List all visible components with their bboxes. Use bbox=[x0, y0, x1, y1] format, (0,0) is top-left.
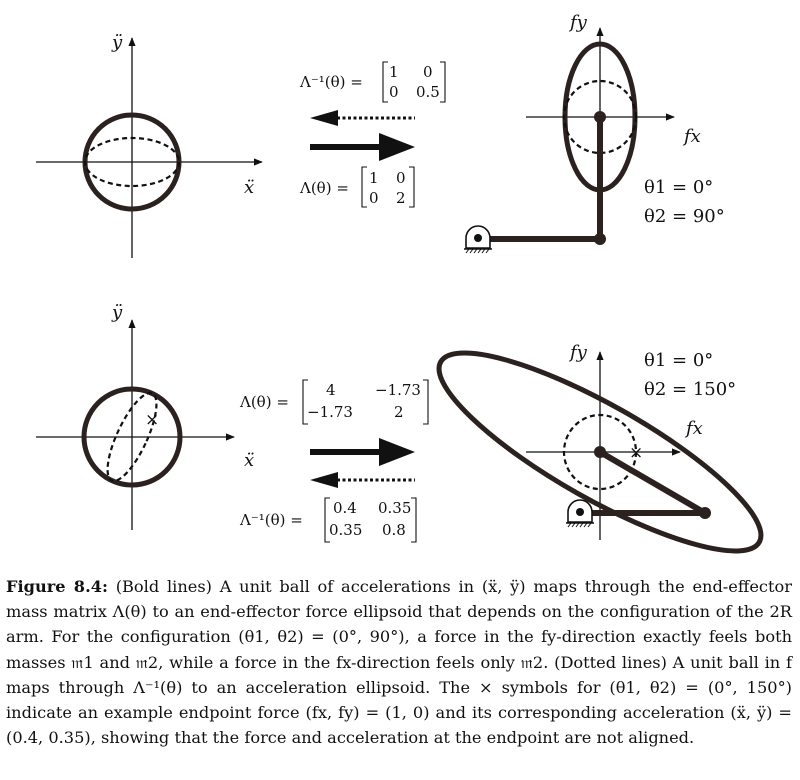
top-dotted-arrow-head bbox=[310, 110, 338, 126]
bottom-force-x-label: fx bbox=[686, 418, 703, 439]
bottom-lambda-m12: −1.73 bbox=[375, 381, 421, 399]
top-lambda-label: Λ(θ) = bbox=[300, 179, 349, 197]
top-force-x-label: fx bbox=[684, 126, 701, 147]
bottom-arm-link-2 bbox=[600, 452, 705, 513]
bottom-inv-lambda-m12: 0.35 bbox=[378, 499, 412, 517]
bottom-force-y-label: fy bbox=[570, 342, 587, 363]
top-arm-end-effector bbox=[594, 111, 606, 123]
bottom-force-cross: × bbox=[629, 443, 644, 463]
bottom-inv-lambda-label: Λ⁻¹(θ) = bbox=[240, 511, 303, 529]
top-theta1: θ1 = 0° bbox=[644, 177, 714, 198]
figure-caption bbox=[6, 574, 792, 750]
top-inv-lambda-m11: 1 bbox=[389, 63, 399, 81]
bottom-inv-lambda-m22: 0.8 bbox=[382, 521, 406, 539]
top-inv-lambda-left-bracket bbox=[383, 62, 388, 102]
bottom-lambda-right-bracket bbox=[423, 380, 428, 424]
bottom-inv-lambda-m21: 0.35 bbox=[329, 521, 363, 539]
bottom-theta2: θ2 = 150° bbox=[644, 379, 737, 400]
bottom-accel-y-label: ÿ bbox=[112, 302, 123, 323]
bottom-inv-lambda-right-bracket bbox=[411, 498, 416, 542]
bottom-accel-x-label: ẍ bbox=[244, 450, 255, 471]
bottom-lambda-m22: 2 bbox=[394, 403, 404, 421]
bottom-lambda-m11: 4 bbox=[326, 381, 336, 399]
bottom-bold-arrow-head bbox=[379, 438, 415, 466]
top-inv-lambda-m12: 0 bbox=[423, 63, 433, 81]
bottom-dotted-arrow-head bbox=[310, 472, 338, 488]
bottom-theta1: θ1 = 0° bbox=[644, 350, 714, 371]
bottom-inv-lambda-m11: 0.4 bbox=[333, 499, 357, 517]
bottom-mapping-arrows bbox=[239, 380, 428, 542]
top-force-y-label: fy bbox=[570, 12, 587, 33]
top-lambda-m11: 1 bbox=[369, 169, 379, 187]
bottom-arm-end-effector bbox=[594, 446, 606, 458]
top-inv-lambda-label: Λ⁻¹(θ) = bbox=[300, 73, 363, 91]
bottom-arm-elbow-joint bbox=[699, 507, 711, 519]
top-mapping-arrows bbox=[299, 62, 445, 207]
top-lambda-m12: 0 bbox=[396, 169, 406, 187]
top-acceleration-plot bbox=[36, 32, 262, 258]
top-lambda-m21: 0 bbox=[369, 189, 379, 207]
bottom-accel-cross: × bbox=[145, 410, 160, 430]
bottom-acceleration-plot bbox=[36, 302, 254, 530]
bottom-lambda-m21: −1.73 bbox=[307, 403, 353, 421]
top-accel-y-label: ÿ bbox=[112, 32, 123, 53]
bottom-lambda-label: Λ(θ) = bbox=[240, 393, 289, 411]
top-arm-elbow-joint bbox=[594, 233, 606, 245]
top-accel-x-label: ẍ bbox=[244, 177, 255, 198]
bottom-force-plot bbox=[418, 321, 783, 560]
top-base-joint bbox=[464, 226, 492, 253]
top-lambda-left-bracket bbox=[362, 167, 367, 207]
top-inv-lambda-m22: 0.5 bbox=[416, 83, 440, 101]
top-force-plot bbox=[464, 12, 725, 253]
caption-label: Figure 8.4: bbox=[6, 577, 108, 596]
top-lambda-m22: 2 bbox=[396, 189, 406, 207]
top-bold-arrow-head bbox=[379, 133, 415, 161]
top-inv-lambda-right-bracket bbox=[440, 62, 445, 102]
bottom-base-joint bbox=[566, 500, 594, 527]
top-inv-lambda-m21: 0 bbox=[389, 83, 399, 101]
top-theta2: θ2 = 90° bbox=[644, 206, 725, 227]
top-lambda-right-bracket bbox=[409, 167, 414, 207]
caption-text: (Bold lines) A unit ball of accelerations in (ẍ, ÿ) maps through the end-effector mass matrix Λ(θ) to an end-effector force ellipsoid that depends on the configuration of the 2R arm. For the configuration (θ1, θ2) = (0°, 90°), a force in the fy-direction exactly feels both masses 𝔪1 and 𝔪2, while a force in the fx-direction feels only 𝔪2. (Dotted lines) A unit ball in f maps through Λ⁻¹(θ) to an acceleration ellipsoid. The × symbols for (θ1, θ2) = (0°, 150°) indicate an example endpoint force (fx, fy) = (1, 0) and its corresponding acceleration (ẍ, ÿ) = (0.4, 0.35), showing that the force and acceleration at the endpoint are not aligned. bbox=[6, 577, 792, 748]
